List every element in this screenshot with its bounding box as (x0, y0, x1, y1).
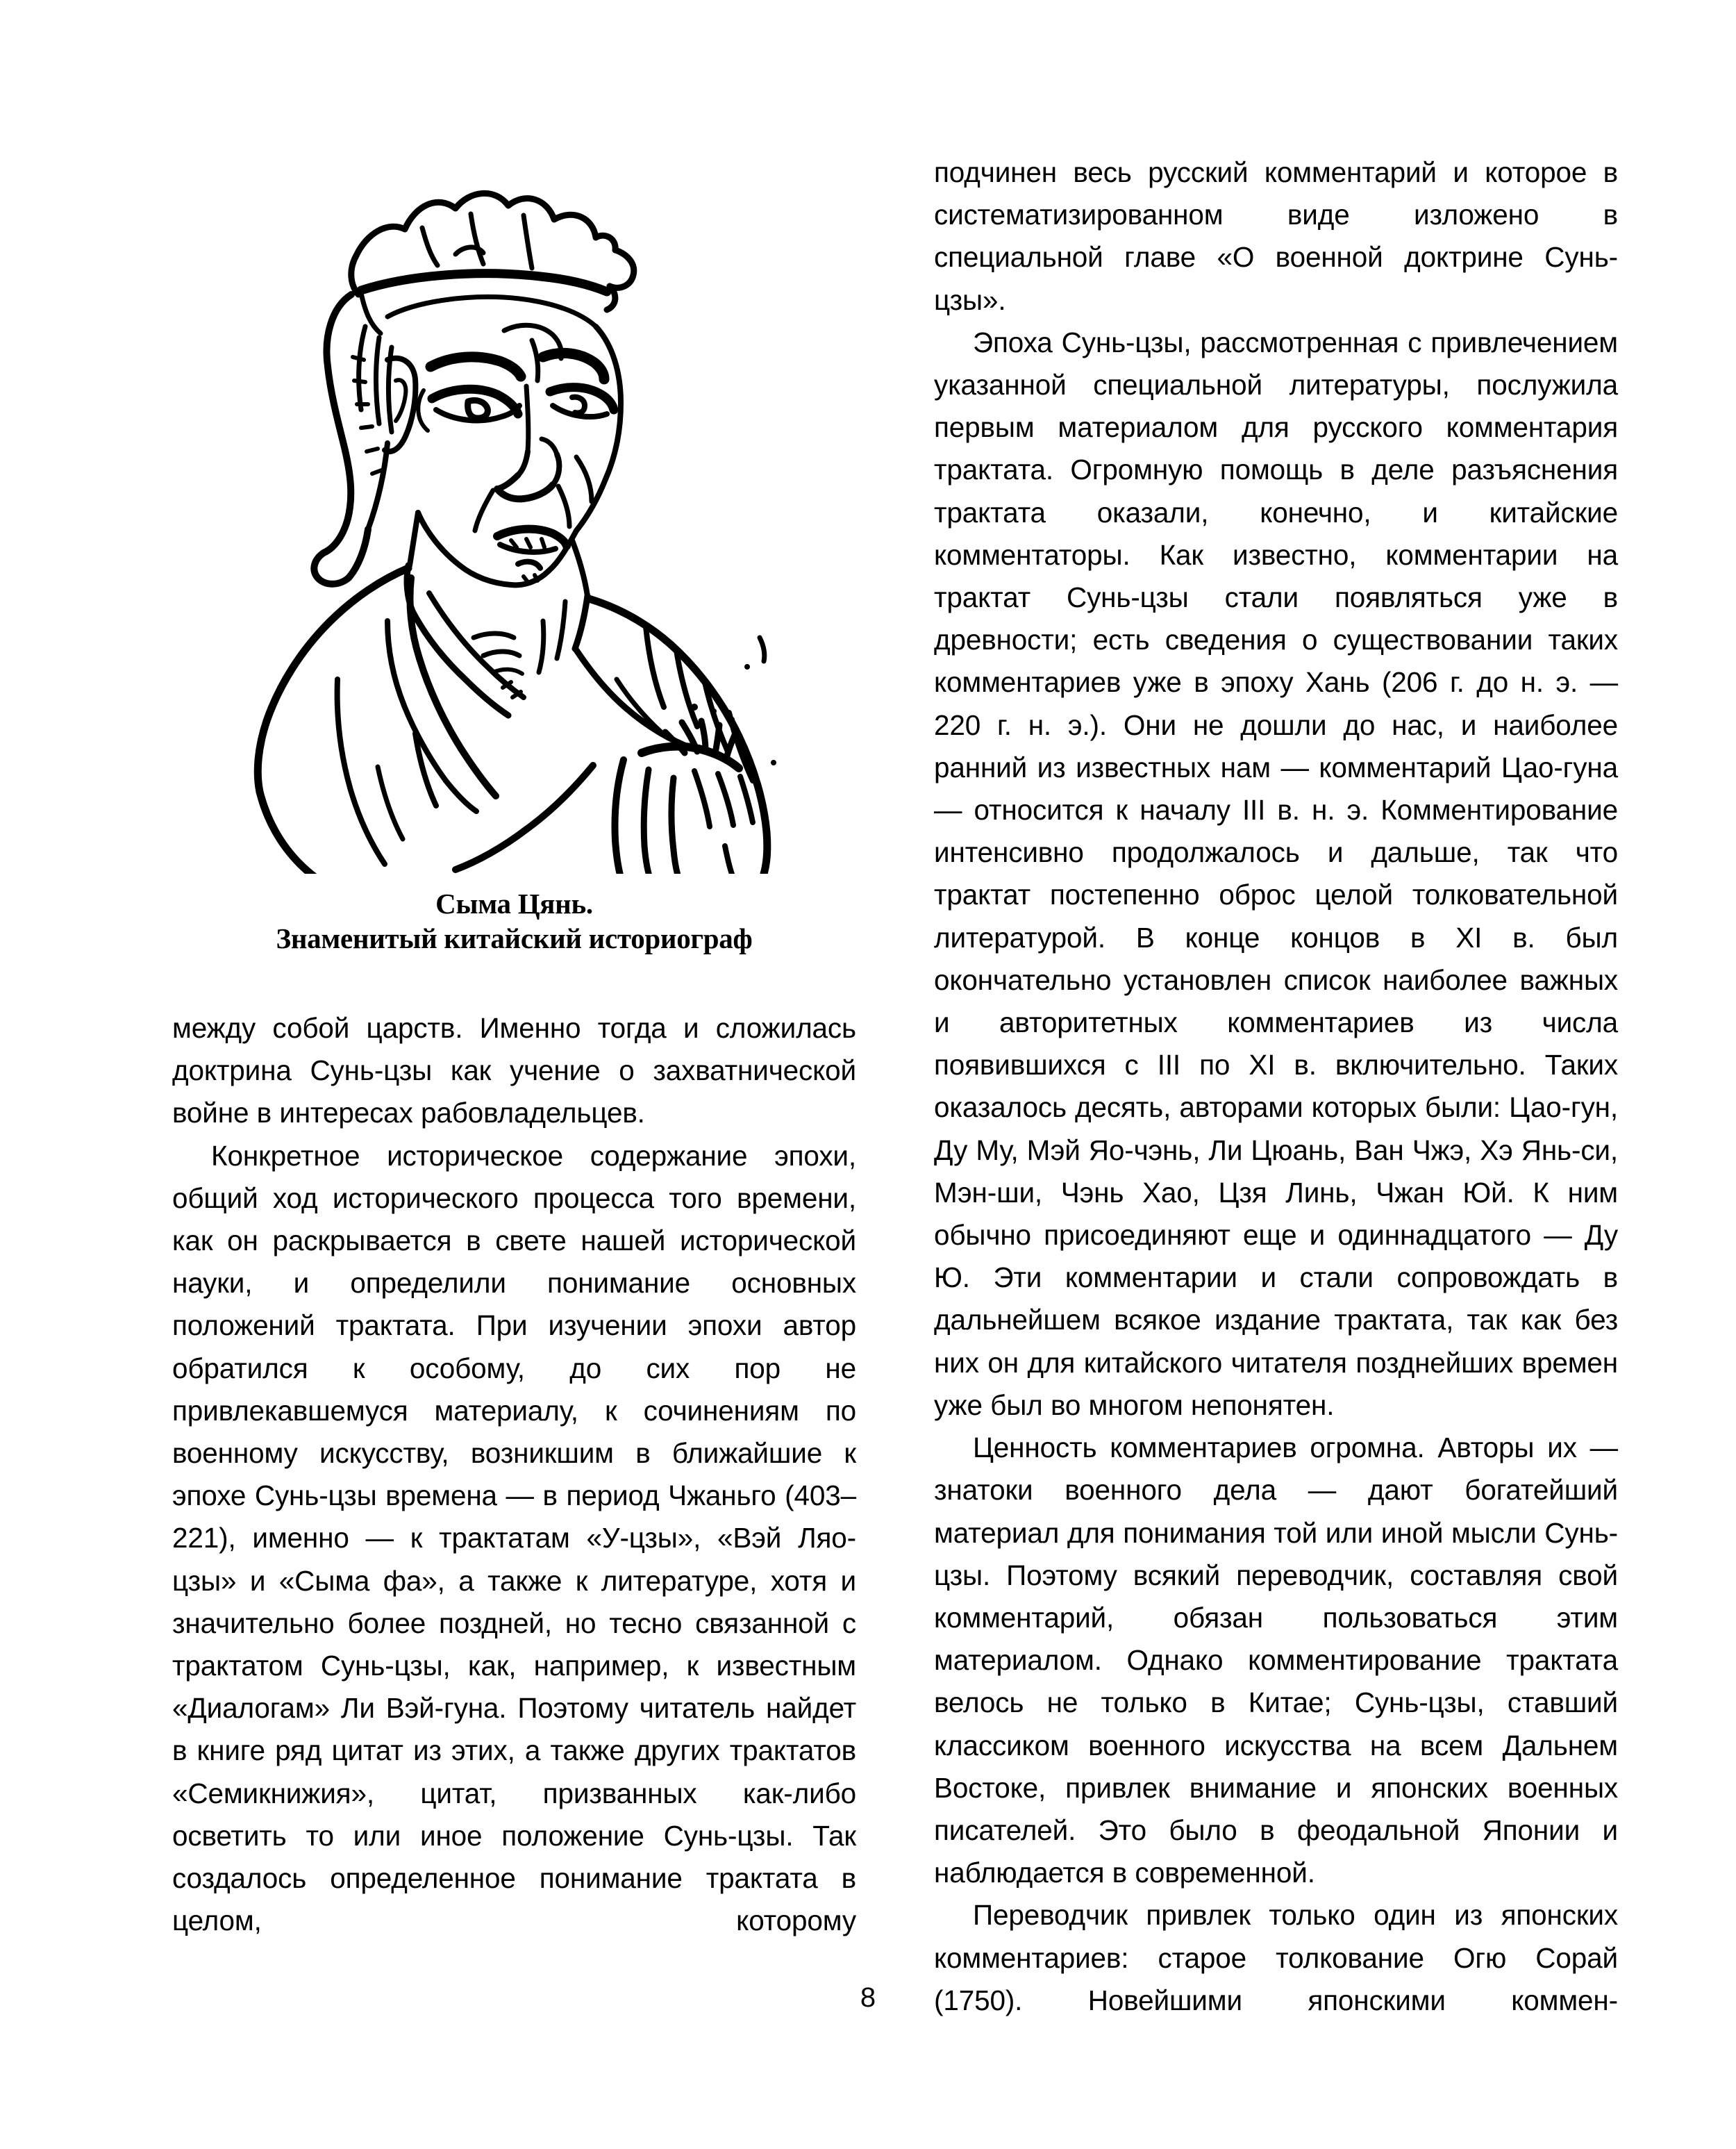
paragraph: между собой царств. Именно тогда и сложилась доктрина Сунь-цзы как учение о захватнической войне в интересах рабовладельцев. (172, 1012, 856, 1129)
figure-caption-line-2: Знаменитый китайский историограф (276, 922, 753, 954)
figure-caption (172, 886, 856, 956)
left-column-body (172, 1007, 856, 1985)
paragraph: Ценность комментариев огромна. Авторы их — знатоки военного дела — дают богатейший материал для понимания той или иной мысли Сунь-цзы. Поэтому всякий переводчик, составляя свой комментарий, обязан пользоваться этим материалом. Однако комментирование трактата велось не только в Китае; Сунь-цзы, ставший классиком военного искусства на всем Дальнем Востоке, привлек внимание и японских военных писателей. Это было в феодальной Японии и наблюдается в современной. (934, 1432, 1618, 1889)
page-number: 8 (860, 1982, 876, 2013)
paragraph: подчинен весь русский комментарий и которое в систематизированном виде изложено в специальной главе «О военной доктрине Сунь-цзы». (934, 156, 1618, 316)
figure-caption-line-1: Сыма Цянь. (435, 888, 593, 920)
sima-qian-illustration (179, 151, 804, 874)
right-column-body (934, 151, 1618, 2064)
paragraph: Конкретное историческое содержание эпохи, общий ход исторического процесса того времени, как он раскрывается в свете нашей исторической науки, и определили понимание основных положений трактата. При изучении эпохи автор обратился к особому, до сих пор не привлекавшемуся материалу, к сочинениям по военному искусству, возникшим в ближайшие к эпохе Сунь-цзы времена — в период Чжаньго (403–221), именно — к трактатам «У-цзы», «Вэй Ляо-цзы» и «Сыма фа», а также к литературе, хотя и значительно более поздней, но тесно связанной с трактатом Сунь-цзы, как, например, к известным «Диалогам» Ли Вэй-гуна. Поэтому читатель найдет в книге ряд цитат из этих, а также других трактатов «Семикнижия», цитат, призванных как-либо осветить то или иное положение Сунь-цзы. Так создалось определенное понимание трактата в целом, которому (172, 1139, 856, 1937)
left-column (172, 151, 856, 1985)
paragraph: Эпоха Сунь-цзы, рассмотренная с привлечением указанной специальной литературы, послужила первым материалом для русского комментария трактата. Огромную помощь в деле разъяснения трактата оказали, конечно, и китайские комментаторы. Как известно, комментарии на трактат Сунь-цзы стали появляться уже в древности; есть сведения о существовании таких комментариев уже в эпоху Хань (206 г. до н. э. — 220 г. н. э.). Они не дошли до нас, и наиболее ранний из известных нам — комментарий Цао-гуна — относится к началу III в. н. э. Комментирование интенсивно продолжалось и дальше, так что трактат постепенно оброс целой толковательной литературой. В конце концов в XI в. был окончательно установлен список наиболее важных и авторитетных комментариев из числа появившихся с III по XI в. включительно. Таких оказалось десять, авторами которых были: Цао-гун, Ду Му, Мэй Яо-чэнь, Ли Цюань, Ван Чжэ, Хэ Янь-си, Мэн-ши, Чэнь Хао, Цзя Линь, Чжан Юй. К ним обычно присоединяют еще и одиннадцатого — Ду Ю. Эти комментарии и стали сопровождать в дальнейшем всякое издание трактата, так как без них он для китайского читателя позднейших времен уже был во многом непонятен. (934, 326, 1618, 1421)
paragraph: Переводчик привлек только один из японских комментариев: старое толкование Огю Сорай (1750). Новейшими японскими коммен- (934, 1899, 1618, 2016)
right-column (934, 151, 1618, 2064)
figure-portrait-sima-qian (172, 151, 856, 874)
